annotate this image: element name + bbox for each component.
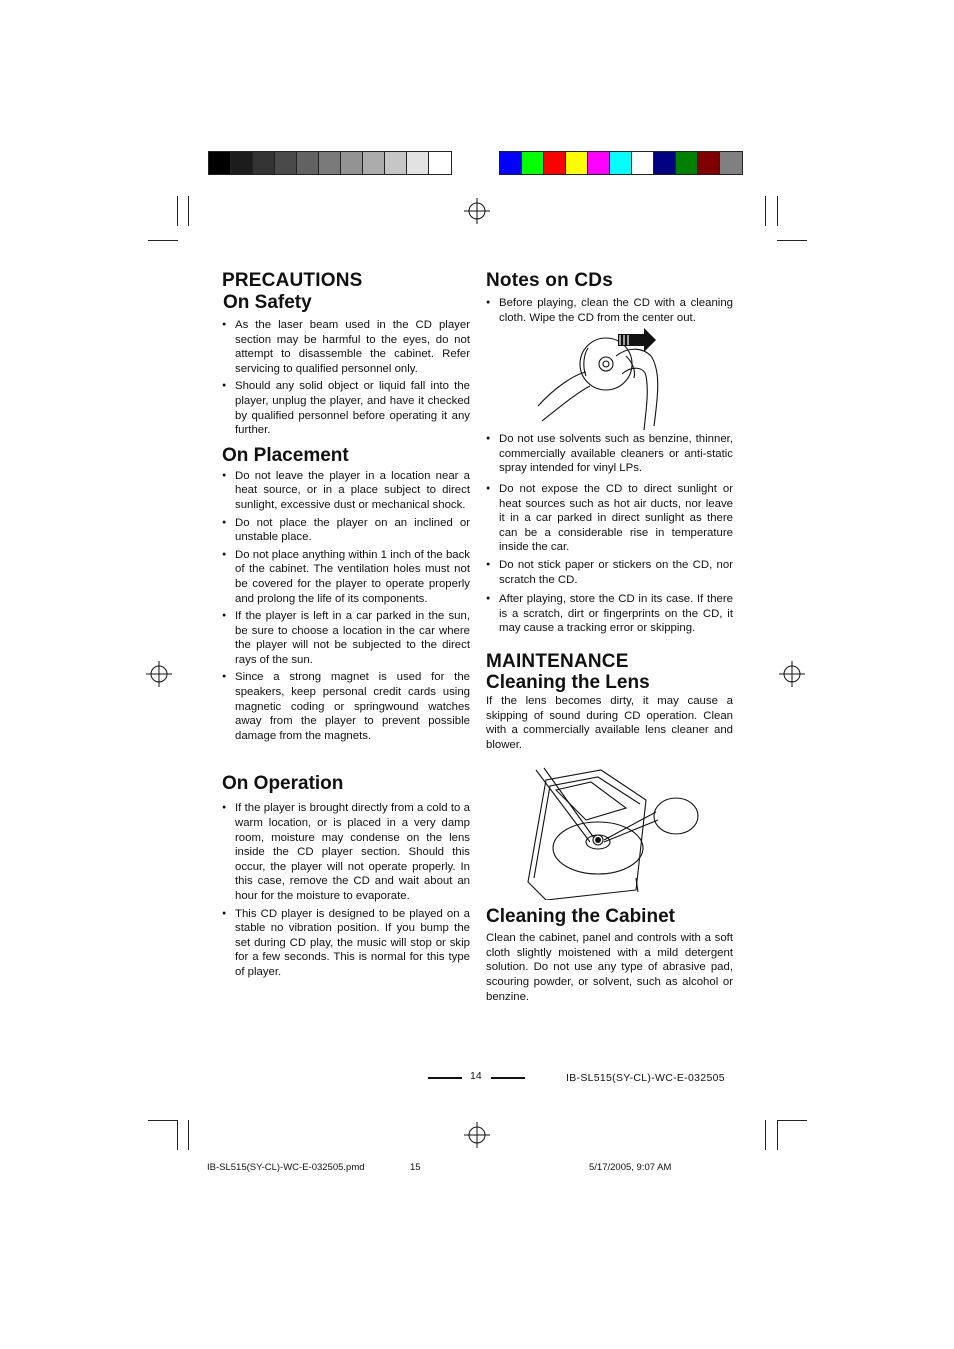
color-swatch	[522, 152, 544, 174]
color-swatch	[363, 152, 385, 174]
grayscale-calibration-bar	[208, 151, 452, 175]
cd-cleaning-illustration	[486, 326, 733, 430]
list-item: ● Do not stick paper or stickers on the CD, nor scratch the CD.	[486, 558, 733, 587]
color-swatch	[407, 152, 429, 174]
color-swatch	[654, 152, 676, 174]
color-swatch	[275, 152, 297, 174]
document-code: IB-SL515(SY-CL)-WC-E-032505	[566, 1072, 725, 1084]
registration-mark-icon	[779, 661, 805, 687]
color-swatch	[319, 152, 341, 174]
on-operation-title: On Operation	[222, 773, 344, 795]
footer-rule	[491, 1077, 525, 1079]
file-timestamp: 5/17/2005, 9:07 AM	[589, 1162, 672, 1173]
on-placement-title: On Placement	[222, 444, 349, 466]
color-swatch	[720, 152, 742, 174]
list-item: ● Do not leave the player in a location near a heat source, or in a place subject to direct sunlight, excessive dust or mechanical shock.	[222, 469, 470, 513]
list-item: ● Should any solid object or liquid fall into the player, unplug the player, and have it checked by qualified personnel before operating it any further.	[222, 379, 470, 437]
color-swatch	[231, 152, 253, 174]
list-item: ● Since a strong magnet is used for the speakers, keep personal credit cards using magnetic coding or springwound watches away from the player to prevent possible damage from the magnets.	[222, 670, 470, 743]
color-swatch	[253, 152, 275, 174]
color-swatch	[632, 152, 654, 174]
color-swatch	[297, 152, 319, 174]
list-item: ● Before playing, clean the CD with a cleaning cloth. Wipe the CD from the center out.	[486, 296, 733, 325]
precautions-column	[222, 270, 470, 983]
precautions-title: PRECAUTIONS	[222, 270, 363, 291]
list-item: ● After playing, store the CD in its case. If there is a scratch, dirt or fingerprints on the CD, it may cause a tracking error or skipping.	[486, 592, 733, 636]
list-item: ● If the player is brought directly from a cold to a warm location, or is placed in a very damp room, moisture may condense on the lens inside the CD player section. Should this occur, the player will not operate properly. In this case, remove the CD and wait about an hour for the moisture to evaporate.	[222, 801, 470, 903]
color-swatch	[698, 152, 720, 174]
maintenance-title: MAINTENANCE	[486, 650, 629, 672]
cd-notes-column	[486, 270, 733, 1004]
cleaning-cabinet-title: Cleaning the Cabinet	[486, 906, 675, 928]
cleaning-lens-title: Cleaning the Lens	[486, 671, 650, 693]
registration-mark-icon	[464, 198, 490, 224]
color-swatch	[385, 152, 407, 174]
registration-mark-icon	[146, 661, 172, 687]
color-swatch	[676, 152, 698, 174]
color-swatch	[500, 152, 522, 174]
list-item: ● Do not place anything within 1 inch of the back of the cabinet. The ventilation holes must not be covered for the player to operate properly and prolong the life of its components.	[222, 548, 470, 606]
list-item: ● Do not place the player on an inclined or unstable place.	[222, 516, 470, 545]
file-name: IB-SL515(SY-CL)-WC-E-032505.pmd	[207, 1162, 365, 1173]
registration-mark-icon	[464, 1122, 490, 1148]
cleaning-cabinet-text: Clean the cabinet, panel and controls with a soft cloth slightly moistened with a mild detergent solution. Do not use any type of abrasive pad, scouring powder, or solvent, such as alcohol or benzine.	[486, 932, 733, 1003]
color-swatch	[429, 152, 451, 174]
list-item: ● Do not use solvents such as benzine, thinner, commercially available cleaners or anti-static spray intended for vinyl LPs.	[486, 432, 733, 476]
lens-cleaning-illustration	[486, 760, 733, 900]
footer-rule	[428, 1077, 462, 1079]
color-calibration-bar	[499, 151, 743, 175]
list-item: ● If the player is left in a car parked in the sun, be sure to choose a location in the car where the player will not be subjected to the direct rays of the sun.	[222, 609, 470, 667]
color-swatch	[341, 152, 363, 174]
color-swatch	[544, 152, 566, 174]
color-swatch	[610, 152, 632, 174]
color-swatch	[588, 152, 610, 174]
cleaning-lens-text: If the lens becomes dirty, it may cause a skipping of sound during CD operation. Clean with a commercially available lens cleaner and blower.	[486, 694, 733, 751]
color-swatch	[209, 152, 231, 174]
notes-on-cds-title: Notes on CDs	[486, 270, 613, 291]
page-number: 14	[470, 1070, 482, 1082]
color-swatch	[566, 152, 588, 174]
list-item: ● This CD player is designed to be played on a stable no vibration position. If you bump the set during CD play, the music will stop or skip for a few seconds. This is normal for this type of player.	[222, 907, 470, 980]
file-page: 15	[410, 1162, 421, 1173]
list-item: ● As the laser beam used in the CD player section may be harmful to the eyes, do not attempt to disassemble the cabinet. Refer servicing to qualified personnel only.	[222, 318, 470, 376]
on-safety-title: On Safety	[223, 292, 312, 313]
list-item: ● Do not expose the CD to direct sunlight or heat sources such as hot air ducts, nor leave it in a car parked in direct sunlight as there can be a considerable rise in temperature inside the car.	[486, 482, 733, 555]
